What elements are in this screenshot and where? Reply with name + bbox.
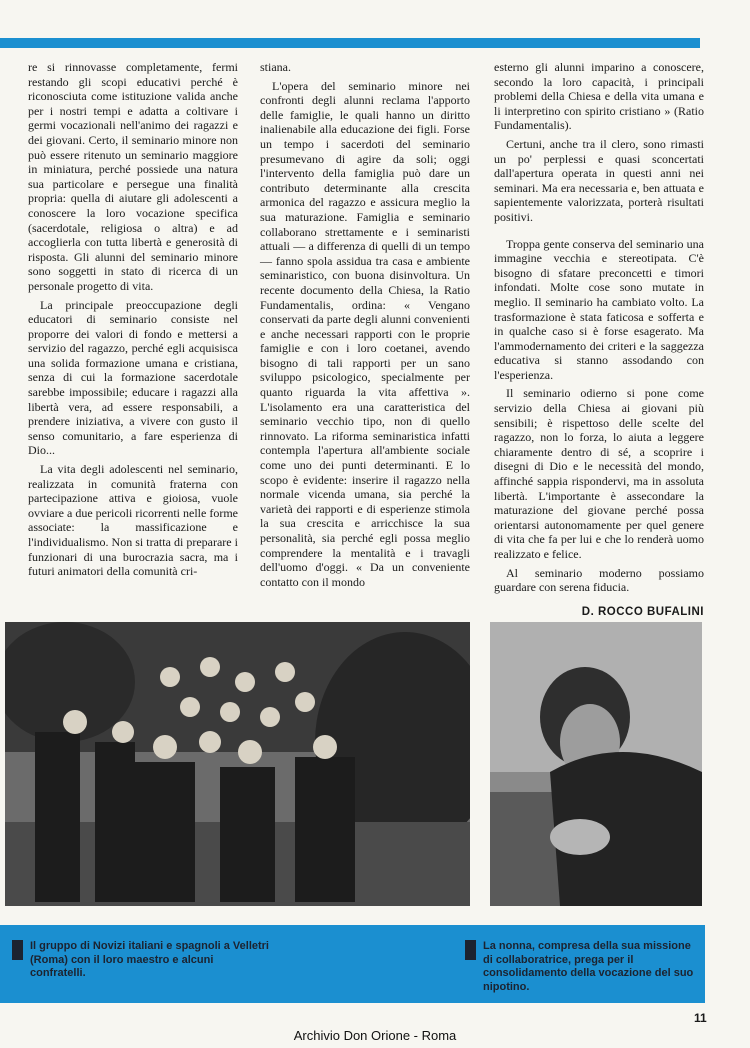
paragraph: La principale preoccupazione degli educatori di seminario consiste nel proporre dei valori di fondo e mettersi a servizio del ragazzo, perché egli acquisisca una solida formazione umana e cristiana, senza di cui la formazione sacerdotale sarebbe impossibile; educare i ragazzi alla libertà vera, ad essere responsabili, a prendere iniziativa, a vivere con gusto il senso comunitario, a fare esperienza di Dio...	[28, 297, 238, 458]
article-column-3	[494, 60, 704, 619]
paragraph: L'opera del seminario minore nei confronti degli alunni reclama l'apporto delle famiglie, le quali hanno un diritto inalienabile alla educazione dei figli. Forse un tempo i sacerdoti del seminario presumevano di agire da soli; oggi l'intervento della famiglia può dare un contributo determinante alla crescita armonica del ragazzo e assicura meglio la sua maturazione. Famiglia e seminario collaborano strettamente e i seminaristi attuali — a differenza di quelli di un tempo — fanno spola assidua tra casa e ambiente seminaristico, con buona disinvoltura. Un recente documento della Chiesa, la Ratio Fundamentalis, ordina: « Vengano conservati da parte degli alunni convenienti e anche necessari rapporti con le proprie famiglie e con i loro coetanei, avendo bisogno di tali rapporti per un sano sviluppo psicologico, specialmente per quanto riguarda la vita affettiva ». L'isolamento era una caratteristica del seminario vecchio tipo, non di quello rinnovato. La riforma seminaristica infatti contempla l'apertura all'ambiente sociale come uno dei punti determinanti. E lo scopo è evidente: inserire il ragazzo nella normale vicenda umana, sia perché la varietà dei rapporti e di esperienze stimola la sua crescita e arricchisce la sua personalità, sia perché egli possa meglio comprendere la mentalità e i travagli dell'uomo d'oggi. « Da un conveniente contatto con il mondo	[260, 78, 470, 589]
paragraph: Il seminario odierno si pone come servizio della Chiesa ai giovani più sensibili; è rispettoso delle scelte del ragazzo, non lo forza, lo aiuta a leggere chiaramente dentro di sé, a scoprire i disegni di Dio e le necessità del mondo, affinché sappia rispondervi, ma in assoluta libertà. L'importante è assecondare la maturazione del giovane perché possa orientarsi autonomamente per quel genere di vita che fa per lui e che lo renderà uomo realizzato e felice.	[494, 386, 704, 561]
archive-label: Archivio Don Orione - Roma	[293, 1028, 457, 1043]
caption-left: Il gruppo di Novizi italiani e spagnoli a Velletri (Roma) con il loro maestro e alcuni confratelli.	[30, 940, 269, 979]
author-signature: D. ROCCO BUFALINI	[581, 605, 704, 618]
caption-right: La nonna, compresa della sua missione di collaboratrice, prega per il consolidamento della vocazione del suo nipotino.	[483, 940, 694, 993]
top-blue-rule	[0, 38, 700, 48]
page-number: 11	[694, 1011, 707, 1025]
paragraph: stiana.	[260, 60, 291, 74]
group-photo	[5, 622, 470, 906]
paragraph: La vita degli adolescenti nel seminario, realizzata in comunità fraterna con partecipazione attiva e gioiosa, vuole ovviare a due pericoli ricorrenti nelle forme associate: la massificazione e l'individualismo. Non si tratta di preparare i funzionari di una burocrazia sacra, ma i futuri animatori della comunità cri-	[28, 462, 238, 579]
caption-marker	[465, 940, 476, 960]
paragraph: Al seminario moderno possiamo guardare con serena fiducia.	[494, 565, 704, 595]
article-column-1	[28, 60, 238, 579]
paragraph: esterno gli alunni imparino a conoscere, secondo la loro capacità, i principali problemi della Chiesa e della vita umana e li interpretino con spirito cristiano » (Ratio Fundamentalis).	[494, 60, 704, 133]
paragraph: Certuni, anche tra il clero, sono rimasti un po' perplessi e quasi sconcertati dall'apertura operata in questi anni nei seminari. Ma era necessaria e, ben attuata e sapientemente valorizzata, porterà risultati positivi.	[494, 136, 704, 224]
grandmother-photo	[490, 622, 702, 906]
paragraph: re si rinnovasse completamente, fermi restando gli scopi educativi perché è riconosciuta come istituzione valida anche per i nostri tempi e adatta a coltivare i germi vocazionali nell'animo dei ragazzi e dei giovani. Certo, il seminario minore non può essere ritenuto un seminario maggiore in miniatura, perché possiede una natura sua particolare e persegue una finalità propria: quella di aiutare gli adolescenti a conoscere la loro vocazione specifica (sacerdotale, religiosa o altra) e ad accoglierla con tutta libertà e generosità di risposta. Gli alunni del seminario minore sono soggetti in stato di ricerca di un personale progetto di vita.	[28, 60, 238, 293]
paragraph: Troppa gente conserva del seminario una immagine vecchia e stereotipata. C'è bisogno di sfatare preconcetti e timori infondati. Molte cose sono mutate in meglio. Il seminario ha cambiato volto. La trasformazione è stata faticosa e sofferta e in qualche caso si è forse esagerato. Ma l'ammodernamento dei criteri e la saggezza educativa si stanno assodando con l'esperienza.	[494, 236, 704, 382]
article-column-2	[260, 60, 470, 589]
caption-marker	[12, 940, 23, 960]
